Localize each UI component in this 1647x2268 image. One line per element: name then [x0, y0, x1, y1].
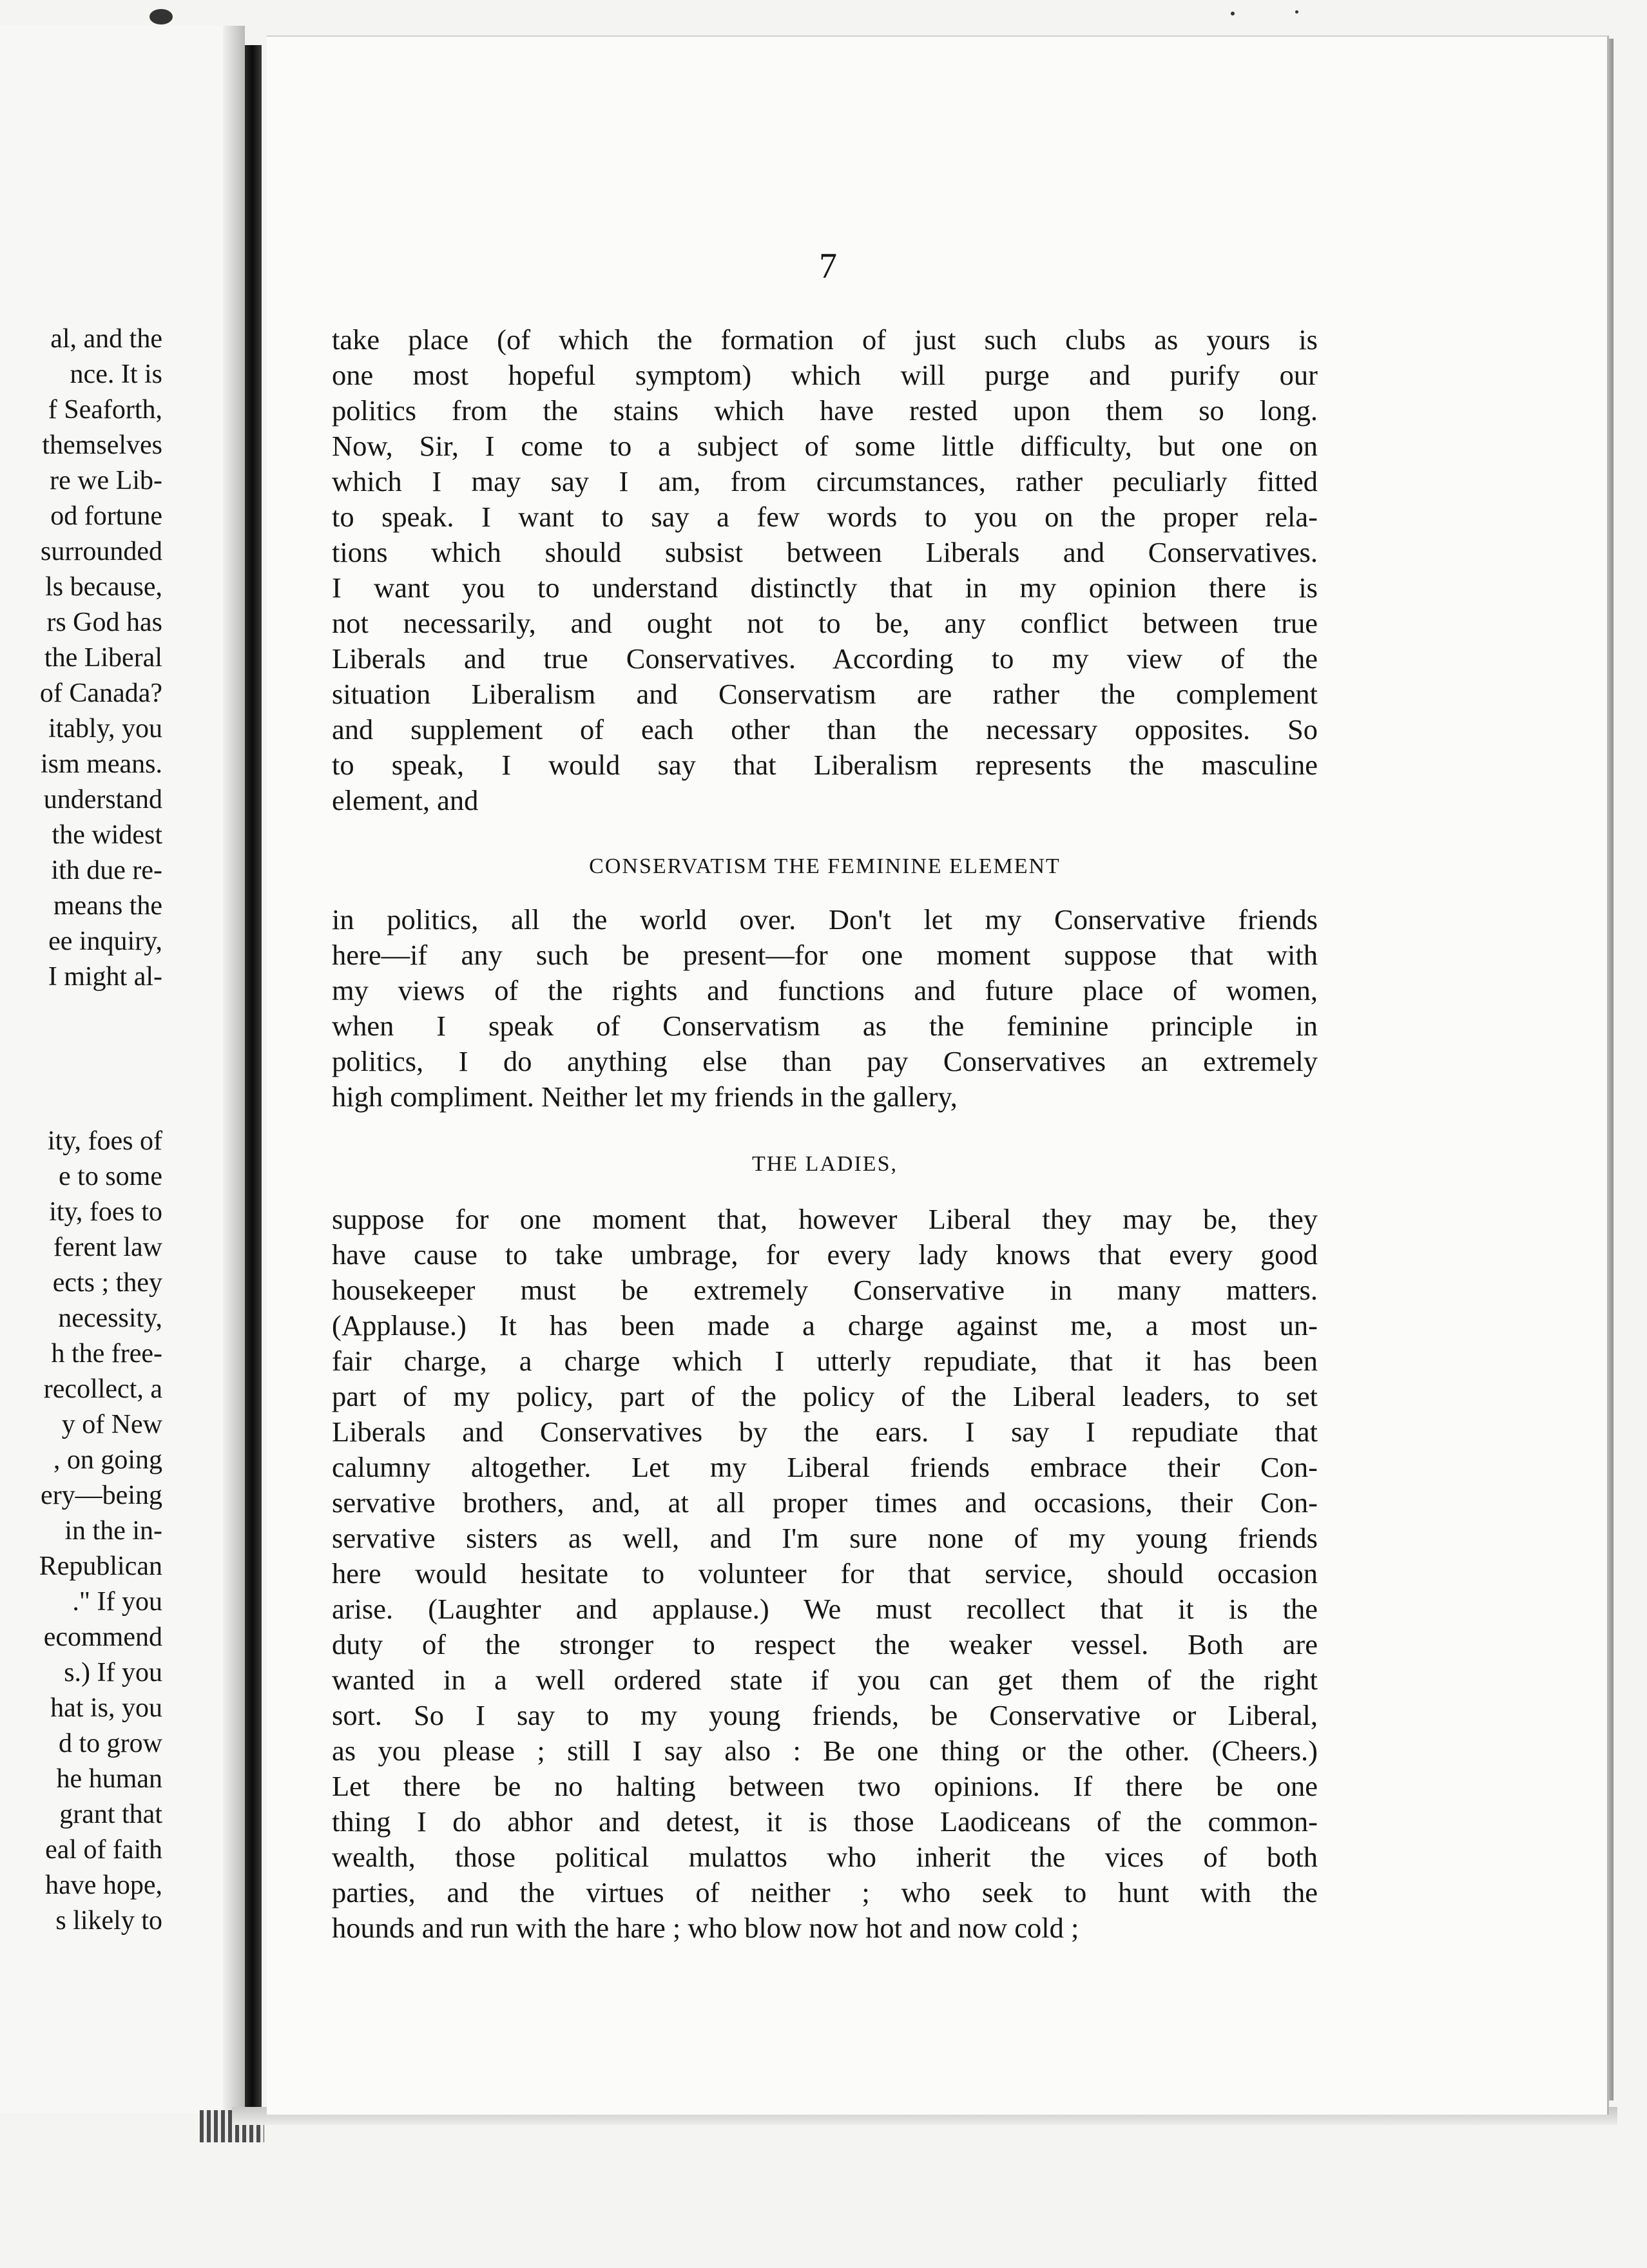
text-line: to speak, I would say that Liberalism represents the masculine [332, 749, 1318, 781]
text-line: Now, Sir, I come to a subject of some little difficulty, but one on [332, 430, 1318, 462]
left-page-line: rs God has [46, 608, 162, 637]
text-line: calumny altogether. Let my Liberal friends embrace their Con- [332, 1451, 1318, 1483]
text-line: tions which should subsist between Liberals and Conservatives. [332, 536, 1318, 568]
binding-gutter [245, 45, 262, 2120]
left-page-line: ecommend [43, 1622, 162, 1652]
text-line: and supplement of each other than the necessary opposites. So [332, 713, 1318, 745]
left-page-line: have hope, [45, 1870, 162, 1900]
section-heading: CONSERVATISM THE FEMININE ELEMENT [589, 854, 1061, 878]
text-line: wanted in a well ordered state if you can get them of the right [332, 1664, 1318, 1696]
left-page-line: surrounded [41, 537, 162, 566]
left-page-line: s.) If you [64, 1658, 162, 1687]
left-page-line: ee inquiry, [48, 927, 162, 956]
text-line: Liberals and Conservatives by the ears. I say I repudiate that [332, 1416, 1318, 1448]
left-page-line: I might al- [48, 962, 162, 992]
text-line: to speak. I want to say a few words to you on the proper rela- [332, 501, 1318, 533]
left-page-line: ferent law [53, 1233, 162, 1262]
text-line: housekeeper must be extremely Conservative in many matters. [332, 1274, 1318, 1306]
left-page-line: in the in- [64, 1516, 162, 1546]
text-line: here—if any such be present—for one moment suppose that with [332, 939, 1318, 971]
left-page-line: the widest [52, 820, 162, 850]
text-line: here would hesitate to volunteer for that service, should occasion [332, 1557, 1318, 1590]
left-page-line: necessity, [58, 1303, 162, 1333]
scanner-speck [1231, 12, 1235, 15]
left-page-line: od fortune [50, 501, 162, 531]
text-line: politics from the stains which have rested upon them so long. [332, 394, 1318, 427]
text-line: in politics, all the world over. Don't let my Conservative friends [332, 903, 1318, 936]
scanner-speck [149, 9, 173, 24]
left-page-line: re we Lib- [50, 466, 162, 495]
left-page-line: of Canada? [39, 678, 162, 708]
text-line: hounds and run with the hare ; who blow now hot and now cold ; [332, 1912, 1079, 1944]
scanner-speck [1295, 10, 1298, 14]
left-page-line: f Seaforth, [48, 395, 162, 425]
left-page-line: h the free- [51, 1339, 162, 1369]
left-page-line: ity, foes of [47, 1126, 162, 1156]
text-line: take place (of which the formation of just such clubs as yours is [332, 323, 1318, 356]
left-page-line: nce. It is [70, 360, 162, 389]
text-line: when I speak of Conservatism as the feminine principle in [332, 1010, 1318, 1042]
left-page-line: he human [56, 1764, 162, 1794]
left-facing-page [0, 26, 245, 2113]
left-page-line: eal of faith [45, 1835, 162, 1865]
left-page-line: ism means. [41, 749, 162, 779]
text-line: which I may say I am, from circumstances, rather peculiarly fitted [332, 465, 1318, 497]
text-line: high compliment. Neither let my friends in the gallery, [332, 1081, 958, 1113]
text-line: have cause to take umbrage, for every lady knows that every good [332, 1238, 1318, 1271]
text-line: suppose for one moment that, however Liberal they may be, they [332, 1203, 1318, 1235]
text-line: element, and [332, 784, 479, 816]
left-page-line: y of New [61, 1410, 162, 1439]
text-line: part of my policy, part of the policy of the Liberal leaders, to set [332, 1380, 1318, 1412]
left-page-line: Republican [39, 1552, 162, 1581]
left-page-line: means the [53, 891, 162, 921]
left-page-line: ." If you [72, 1587, 162, 1617]
page-number: 7 [819, 246, 837, 286]
text-line: duty of the stronger to respect the weaker vessel. Both are [332, 1628, 1318, 1660]
text-line: not necessarily, and ought not to be, any conflict between true [332, 607, 1318, 639]
text-line: I want you to understand distinctly that in my opinion there is [332, 572, 1318, 604]
text-line: wealth, those political mulattos who inherit the vices of both [332, 1841, 1318, 1873]
left-page-line: grant that [59, 1800, 162, 1829]
left-page-line: the Liberal [44, 643, 162, 673]
left-page-line: d to grow [59, 1729, 162, 1758]
left-page-line: ith due re- [51, 856, 162, 885]
text-line: arise. (Laughter and applause.) We must recollect that it is the [332, 1593, 1318, 1625]
text-line: thing I do abhor and detest, it is those Laodiceans of the common- [332, 1805, 1318, 1838]
left-page-line: ects ; they [52, 1268, 162, 1298]
left-page-line: understand [43, 785, 162, 814]
text-line: as you please ; still I say also : Be one thing or the other. (Cheers.) [332, 1735, 1318, 1767]
gutter-shadow [223, 26, 245, 2113]
left-page-line: recollect, a [43, 1374, 162, 1404]
text-line: fair charge, a charge which I utterly repudiate, that it has been [332, 1345, 1318, 1377]
left-page-line: al, and the [50, 324, 162, 354]
left-page-line: s likely to [55, 1906, 162, 1936]
left-page-line: ls because, [45, 572, 162, 602]
section-heading: THE LADIES, [752, 1152, 898, 1176]
text-line: my views of the rights and functions and future place of women, [332, 974, 1318, 1006]
left-page-line: hat is, you [50, 1693, 162, 1723]
text-line: one most hopeful symptom) which will purge and purify our [332, 359, 1318, 391]
text-line: Liberals and true Conservatives. According to my view of the [332, 642, 1318, 675]
text-line: situation Liberalism and Conservatism are rather the complement [332, 678, 1318, 710]
left-page-line: ity, foes to [49, 1197, 162, 1227]
text-line: sort. So I say to my young friends, be Conservative or Liberal, [332, 1699, 1318, 1731]
left-page-line: , on going [53, 1445, 162, 1475]
text-line: servative sisters as well, and I'm sure none of my young friends [332, 1522, 1318, 1554]
left-page-line: e to some [59, 1162, 162, 1191]
text-line: parties, and the virtues of neither ; who seek to hunt with the [332, 1876, 1318, 1908]
left-page-line: themselves [42, 430, 162, 460]
left-page-line: itably, you [48, 714, 162, 744]
text-line: (Applause.) It has been made a charge against me, a most un- [332, 1309, 1318, 1341]
text-line: politics, I do anything else than pay Conservatives an extremely [332, 1045, 1318, 1077]
left-page-line: ery—being [41, 1481, 162, 1510]
text-line: Let there be no halting between two opinions. If there be one [332, 1770, 1318, 1802]
text-line: servative brothers, and, at all proper times and occasions, their Con- [332, 1486, 1318, 1519]
